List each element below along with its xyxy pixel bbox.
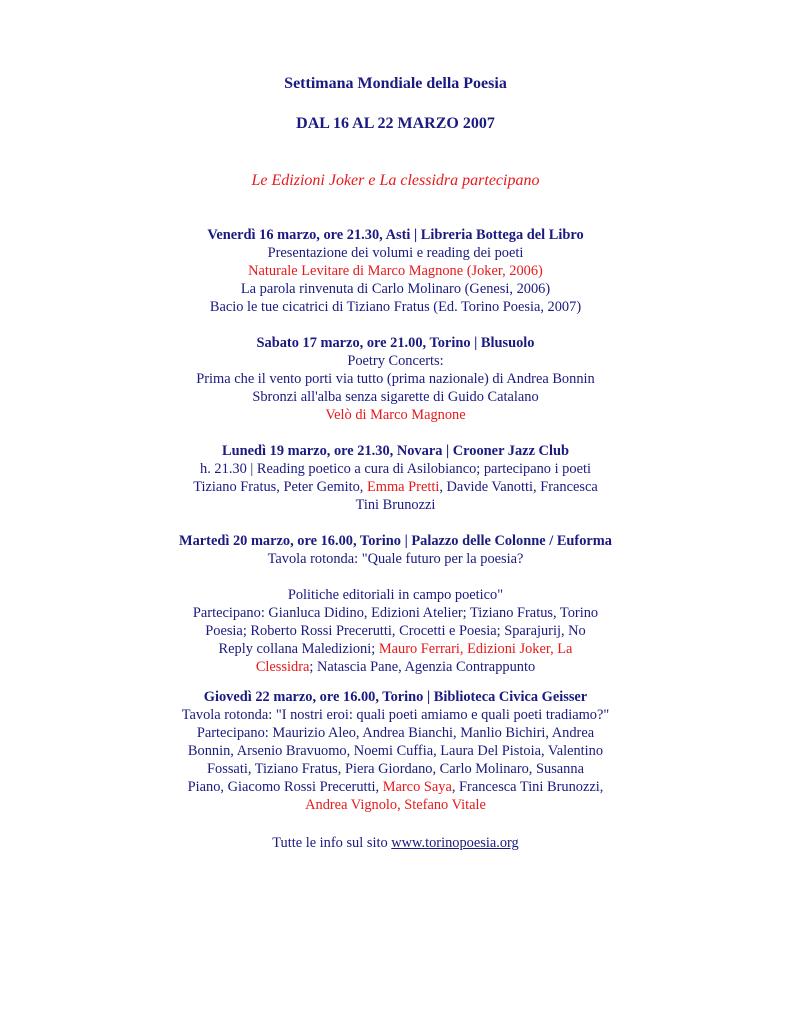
event-line: h. 21.30 | Reading poetico a cura di Asilobianco; partecipano i poeti — [200, 461, 591, 477]
event-line: Sbronzi all'alba senza sigarette di Guido Catalano — [252, 389, 539, 405]
website-link[interactable]: www.torinopoesia.org — [391, 835, 519, 851]
event-line: Fossati, Tiziano Fratus, Piera Giordano, Carlo Molinaro, Susanna — [207, 761, 584, 777]
page-title: Settimana Mondiale della Poesia — [284, 75, 507, 92]
event-heading: Giovedì 22 marzo, ore 16.00, Torino | Biblioteca Civica Geisser — [203, 689, 588, 705]
event-line-part: , Davide Vanotti, Francesca — [439, 479, 598, 495]
event-heading: Sabato 17 marzo, ore 21.00, Torino | Blusuolo — [256, 335, 535, 351]
poet-name-highlight: Emma Pretti — [367, 479, 440, 495]
event-heading: Venerdì 16 marzo, ore 21.30, Asti | Libreria Bottega del Libro — [207, 227, 584, 243]
event-heading: Martedì 20 marzo, ore 16.00, Torino | Palazzo delle Colonne / Euforma — [179, 533, 612, 549]
event-line-part: ; Natascia Pane, Agenzia Contrappunto — [309, 659, 536, 675]
event-line: Poetry Concerts: — [347, 353, 444, 369]
publisher-highlight: Clessidra — [255, 659, 310, 675]
event-line: Poesia; Roberto Rossi Precerutti, Crocetti e Poesia; Sparajurij, No — [205, 623, 586, 639]
event-line: Partecipano: Maurizio Aleo, Andrea Bianchi, Manlio Bichiri, Andrea — [196, 725, 595, 741]
page-subtitle: Le Edizioni Joker e La clessidra partecipano — [251, 172, 540, 189]
footer-info — [0, 834, 791, 852]
event-line-part: Tiziano Fratus, Peter Gemito, — [193, 479, 367, 495]
event-line: Presentazione dei volumi e reading dei poeti — [267, 245, 524, 261]
event-heading: Lunedì 19 marzo, ore 21.30, Novara | Crooner Jazz Club — [222, 443, 569, 459]
event-line-part: Piano, Giacomo Rossi Precerutti, — [187, 779, 383, 795]
event-line: Velò di Marco Magnone — [325, 407, 466, 423]
event-line-part: , Francesca Tini Brunozzi, — [451, 779, 604, 795]
event-line-part: Reply collana Maledizioni; — [218, 641, 379, 657]
event-line: Naturale Levitare di Marco Magnone (Joker, 2006) — [248, 263, 543, 279]
event-line: Tavola rotonda: "I nostri eroi: quali poeti amiamo e quali poeti tradiamo?" — [181, 707, 610, 723]
footer-text: Tutte le info sul sito — [272, 835, 392, 851]
event-line — [0, 658, 791, 676]
event-line — [0, 778, 791, 796]
date-range: DAL 16 AL 22 MARZO 2007 — [296, 115, 495, 132]
event-line: Bonnin, Arsenio Bravuomo, Noemi Cuffia, Laura Del Pistoia, Valentino — [187, 743, 604, 759]
event-line: Partecipano: Gianluca Didino, Edizioni Atelier; Tiziano Fratus, Torino — [192, 605, 599, 621]
event-line — [0, 478, 791, 496]
event-line: Bacio le tue cicatrici di Tiziano Fratus (Ed. Torino Poesia, 2007) — [209, 299, 582, 315]
poet-name-highlight: Marco Saya — [382, 779, 452, 795]
event-line: Prima che il vento porti via tutto (prima nazionale) di Andrea Bonnin — [196, 371, 595, 387]
event-line: Tavola rotonda: "Quale futuro per la poesia? — [267, 551, 524, 567]
publisher-highlight: Mauro Ferrari, Edizioni Joker, La — [378, 641, 573, 657]
event-line: Tini Brunozzi — [355, 497, 436, 513]
event-line: Andrea Vignolo, Stefano Vitale — [305, 797, 486, 813]
event-line: Politiche editoriali in campo poetico" — [287, 587, 504, 603]
event-line: La parola rinvenuta di Carlo Molinaro (Genesi, 2006) — [240, 281, 551, 297]
event-line — [0, 640, 791, 658]
